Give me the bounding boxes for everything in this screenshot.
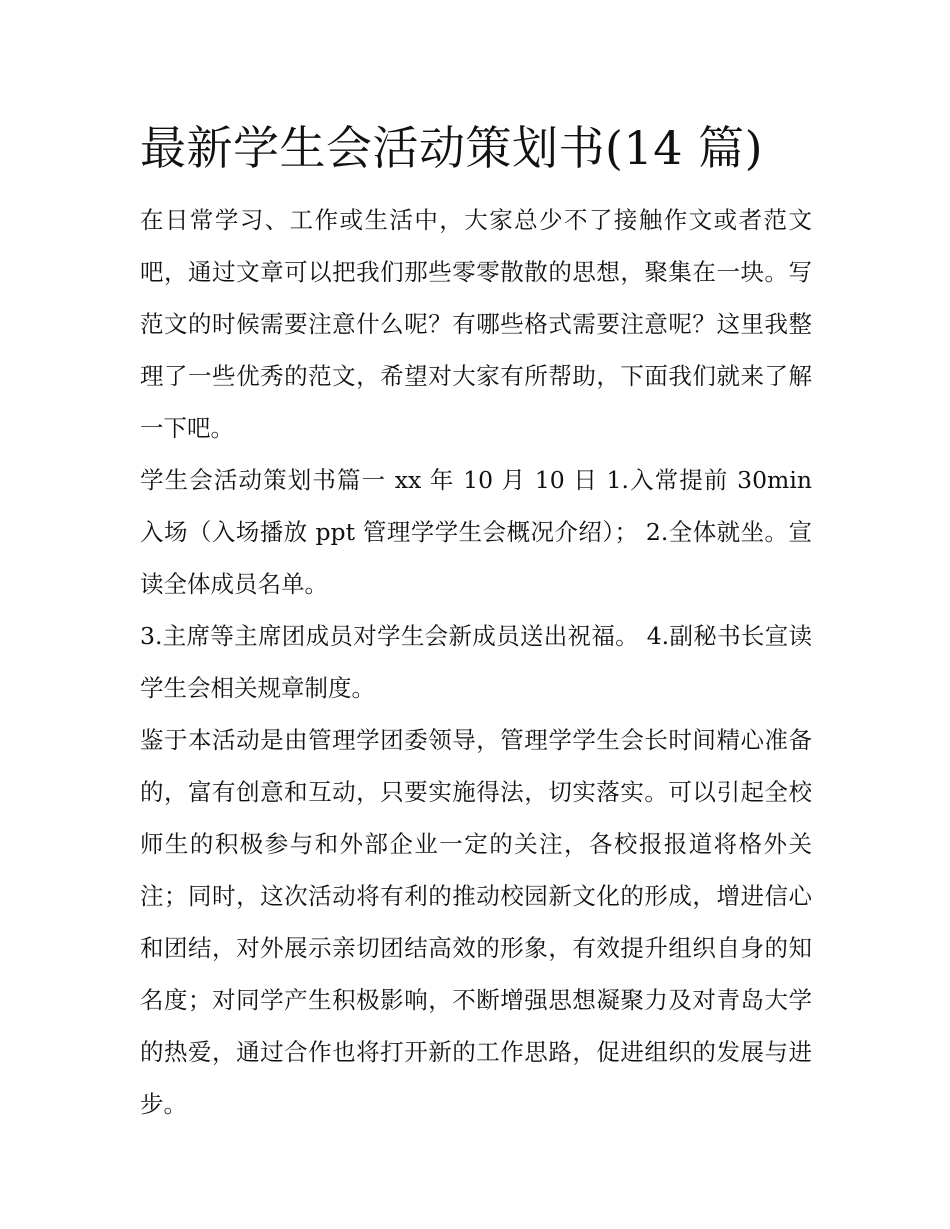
paragraph-schedule-1: 学生会活动策划书篇一 xx 年 10 月 10 日 1.入常提前 30min 入场（入场播放 ppt 管理学学生会概况介绍）； 2.全体就坐。宣读全体成员名单。 (140, 466, 812, 598)
paragraph-significance: 鉴于本活动是由管理学团委领导，管理学学生会长时间精心准备的，富有创意和互动，只要实施得法，切实落实。可以引起全校师生的积极参与和外部企业一定的关注，各校报报道将格外关注；同时，这次活动将有利的推动校园新文化的形成，增进信心和团结，对外展示亲切团结高效的形象，有效提升组织自身的知名度；对同学产生积极影响，不断增强思想凝聚力及对青岛大学的热爱，通过合作也将打开新的工作思路，促进组织的发展与进步。 (140, 726, 812, 1118)
document-title: 最新学生会活动策划书(14 篇) (140, 121, 764, 175)
paragraph-intro: 在日常学习、工作或生活中，大家总少不了接触作文或者范文吧，通过文章可以把我们那些零零散散的思想，聚集在一块。写范文的时候需要注意什么呢？有哪些格式需要注意呢？这里我整理了一些优秀的范文，希望对大家有所帮助，下面我们就来了解一下吧。 (140, 206, 812, 442)
document-content (140, 112, 812, 1130)
paragraph-schedule-2: 3.主席等主席团成员对学生会新成员送出祝福。 4.副秘书长宣读学生会相关规章制度。 (140, 622, 812, 702)
